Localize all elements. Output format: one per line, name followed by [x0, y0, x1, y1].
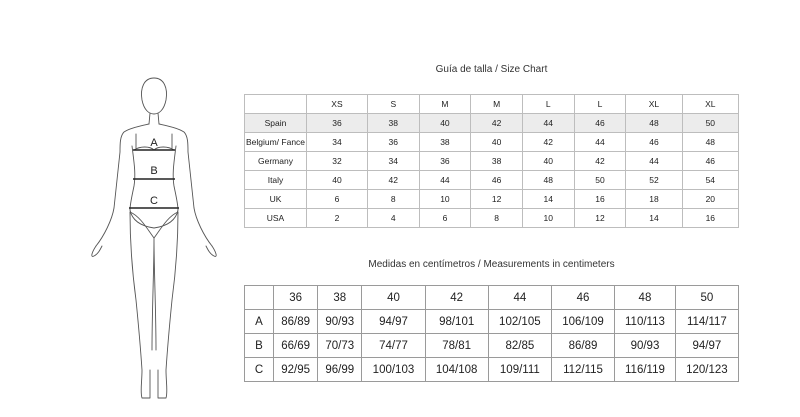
measure-header-cell: 40	[362, 286, 425, 310]
measure-header-cell: 46	[551, 286, 614, 310]
measure-cell: 82/85	[488, 334, 551, 358]
measure-cell: 120/123	[675, 358, 738, 382]
table-row	[245, 358, 739, 382]
table-row	[245, 152, 739, 171]
measure-header-cell: 50	[675, 286, 738, 310]
measure-header-cell: 36	[274, 286, 318, 310]
size-cell: 16	[574, 190, 626, 209]
figure-label-c: C	[150, 195, 158, 207]
size-cell: 46	[682, 152, 738, 171]
size-cell: 44	[522, 114, 574, 133]
size-cell: 50	[682, 114, 738, 133]
size-header-cell: L	[522, 95, 574, 114]
size-cell: 36	[367, 133, 419, 152]
size-row-label: UK	[245, 190, 307, 209]
size-cell: 44	[574, 133, 626, 152]
size-header-cell: L	[574, 95, 626, 114]
measure-cell: 90/93	[615, 334, 676, 358]
size-header-cell: XL	[626, 95, 682, 114]
measure-cell: 100/103	[362, 358, 425, 382]
size-cell: 8	[471, 209, 523, 228]
size-cell: 2	[307, 209, 368, 228]
size-cell: 36	[307, 114, 368, 133]
size-cell: 40	[522, 152, 574, 171]
size-cell: 6	[419, 209, 471, 228]
measure-cell: 66/69	[274, 334, 318, 358]
size-header-cell: XS	[307, 95, 368, 114]
size-cell: 38	[367, 114, 419, 133]
measure-cell: 112/115	[551, 358, 614, 382]
measurements-table	[244, 285, 739, 382]
size-chart-table	[244, 94, 739, 228]
measure-header-cell: 38	[318, 286, 362, 310]
size-cell: 10	[522, 209, 574, 228]
size-header-cell	[245, 95, 307, 114]
measure-cell: 98/101	[425, 310, 488, 334]
size-cell: 16	[682, 209, 738, 228]
measure-cell: 106/109	[551, 310, 614, 334]
size-cell: 48	[522, 171, 574, 190]
size-cell: 54	[682, 171, 738, 190]
measure-cell: 92/95	[274, 358, 318, 382]
size-cell: 38	[471, 152, 523, 171]
measure-cell: 96/99	[318, 358, 362, 382]
size-header-cell: M	[419, 95, 471, 114]
size-cell: 42	[367, 171, 419, 190]
table-row	[245, 133, 739, 152]
measure-cell: 86/89	[274, 310, 318, 334]
measure-row-label: B	[245, 334, 274, 358]
measure-cell: 116/119	[615, 358, 676, 382]
measure-cell: 74/77	[362, 334, 425, 358]
size-row-label: USA	[245, 209, 307, 228]
size-cell: 52	[626, 171, 682, 190]
size-cell: 40	[471, 133, 523, 152]
table-row	[245, 171, 739, 190]
measure-cell: 90/93	[318, 310, 362, 334]
measure-header-cell: 42	[425, 286, 488, 310]
table-row	[245, 334, 739, 358]
size-header-cell: S	[367, 95, 419, 114]
measure-row-label: A	[245, 310, 274, 334]
size-cell: 46	[574, 114, 626, 133]
measure-cell: 109/111	[488, 358, 551, 382]
size-cell: 36	[419, 152, 471, 171]
size-header-cell: XL	[682, 95, 738, 114]
size-cell: 12	[471, 190, 523, 209]
size-cell: 42	[574, 152, 626, 171]
size-cell: 12	[574, 209, 626, 228]
size-cell: 42	[522, 133, 574, 152]
measure-cell: 114/117	[675, 310, 738, 334]
table-header-row	[245, 286, 739, 310]
measurements-title: Medidas en centímetros / Measurements in centimeters	[368, 259, 615, 270]
measure-header-cell	[245, 286, 274, 310]
size-cell: 20	[682, 190, 738, 209]
size-row-label: Belgium/ Fance	[245, 133, 307, 152]
size-cell: 40	[419, 114, 471, 133]
measure-cell: 104/108	[425, 358, 488, 382]
measure-cell: 86/89	[551, 334, 614, 358]
figure-label-a: A	[150, 137, 158, 149]
size-row-label: Spain	[245, 114, 307, 133]
size-cell: 48	[626, 114, 682, 133]
figure-label-b: B	[150, 165, 158, 177]
size-cell: 8	[367, 190, 419, 209]
measure-row-label: C	[245, 358, 274, 382]
size-chart-title: Guía de talla / Size Chart	[435, 64, 548, 75]
size-cell: 6	[307, 190, 368, 209]
size-cell: 38	[419, 133, 471, 152]
size-cell: 18	[626, 190, 682, 209]
table-header-row	[245, 95, 739, 114]
size-cell: 48	[682, 133, 738, 152]
measure-header-cell: 48	[615, 286, 676, 310]
measure-header-cell: 44	[488, 286, 551, 310]
table-row	[245, 190, 739, 209]
size-cell: 10	[419, 190, 471, 209]
size-cell: 46	[626, 133, 682, 152]
size-cell: 14	[626, 209, 682, 228]
measure-cell: 78/81	[425, 334, 488, 358]
table-row	[245, 209, 739, 228]
measure-cell: 94/97	[362, 310, 425, 334]
size-cell: 4	[367, 209, 419, 228]
size-row-label: Germany	[245, 152, 307, 171]
size-cell: 50	[574, 171, 626, 190]
measure-cell: 70/73	[318, 334, 362, 358]
size-cell: 44	[626, 152, 682, 171]
size-cell: 34	[367, 152, 419, 171]
measure-cell: 102/105	[488, 310, 551, 334]
size-cell: 44	[419, 171, 471, 190]
size-cell: 32	[307, 152, 368, 171]
table-row	[245, 310, 739, 334]
size-header-cell: M	[471, 95, 523, 114]
measure-cell: 94/97	[675, 334, 738, 358]
size-cell: 46	[471, 171, 523, 190]
table-row	[245, 114, 739, 133]
size-cell: 14	[522, 190, 574, 209]
size-cell: 34	[307, 133, 368, 152]
size-row-label: Italy	[245, 171, 307, 190]
mannequin-figure	[70, 70, 240, 410]
size-cell: 42	[471, 114, 523, 133]
measure-cell: 110/113	[615, 310, 676, 334]
size-cell: 40	[307, 171, 368, 190]
